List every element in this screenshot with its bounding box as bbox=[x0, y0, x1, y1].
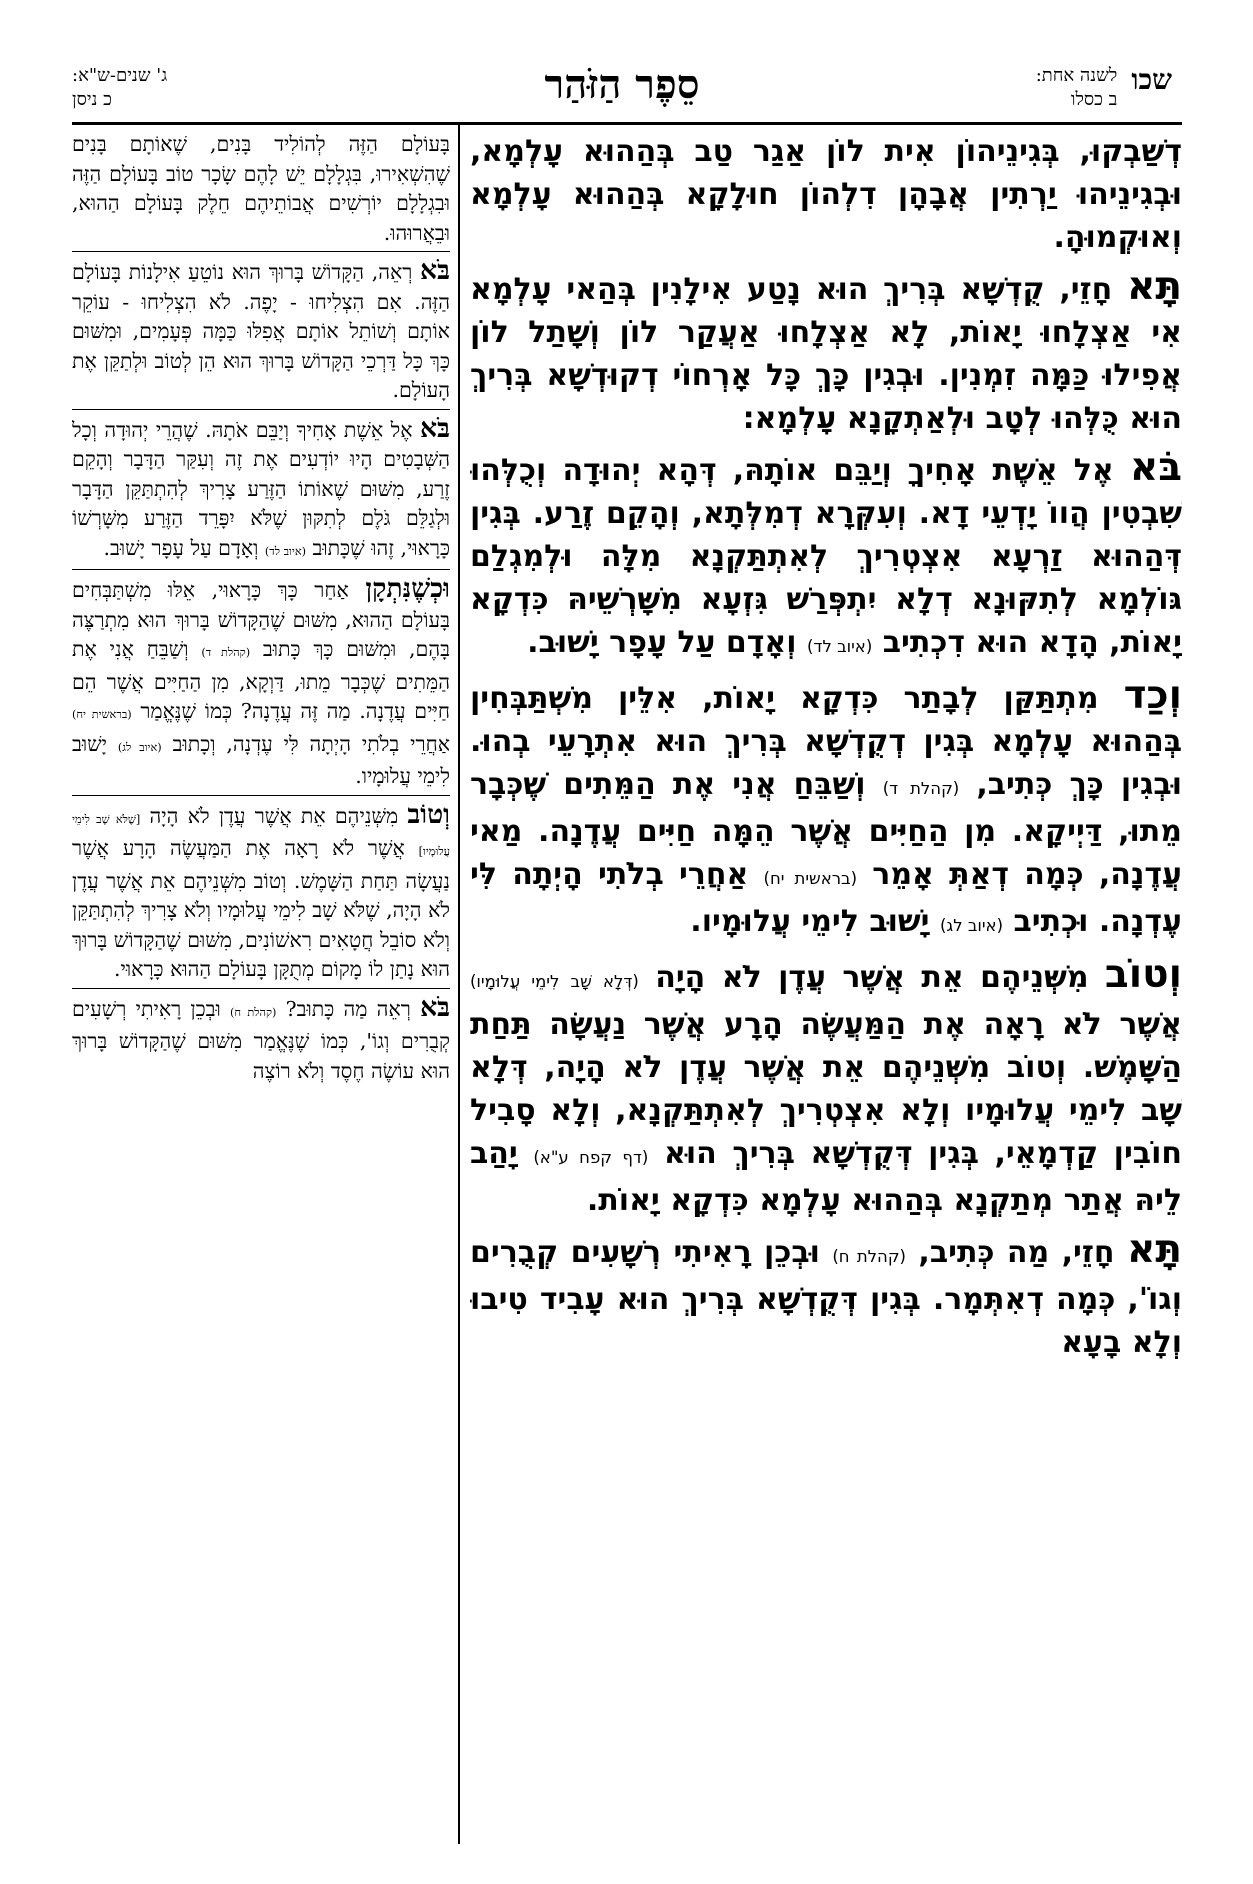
paragraph-text: דְשַׁבְקוּ, בְּגִינֵיהוֹן אִית לוֹן אַגַר טַב בְּהַהוּא עָלְמָא, וּבְגִינֵיהוּ יַרְתִין אֲבָהָן דִלְהוֹן חוּלָקָא בְּהַהוּא עָלְמָא וְאוּקְמוּהָ. bbox=[470, 134, 1182, 255]
paragraph-lead-word: וְטוֹב bbox=[1104, 952, 1182, 997]
paragraph-text: מִשְּׁנֵיהֶם אֵת אֲשֶׁר עֲדֶן לֹא הָיָה bbox=[140, 803, 408, 828]
paragraph-lead-word: וְטוֹב bbox=[407, 798, 450, 830]
scripture-reference: (איוב לג) bbox=[939, 916, 1004, 935]
paragraph-text: אַחֲרֵי בְלֹתִי הָיְתָה לִּי עֶדְנָה. וּכְתִיב bbox=[470, 857, 1182, 939]
aramaic-paragraph bbox=[470, 953, 1182, 1222]
paragraph-text: אַחֲרֵי בְלֹתִי הָיְתָה לִּי עֶדְנָה, וְכָתוּב bbox=[161, 731, 450, 756]
paragraph-text: וְאָדָם עַל עָפָר יָשׁוּב. bbox=[527, 625, 807, 660]
paragraph-text: יָשׁוּב לִימֵי עֲלוּמָיו. bbox=[690, 904, 940, 939]
paragraph-text: וְאָדָם עַל עָפָר יָשׁוּב. bbox=[103, 535, 265, 560]
paragraph-text: וְשַׁבֵּחַ אֲנִי אֶת הַמֵּתִים שֶׁכְּבָר מֵתוּ, דַּוְקָא, מִן הַחַיִּים אֲשֶׁר הֵם חַיִּים עֲדֶנָה. מַה זֶּה עֲדֶנָה? כְּמוֹ שֶׁנֶּאֱמַר bbox=[72, 637, 450, 723]
scripture-reference: (דף קפח ע"א) bbox=[533, 1148, 649, 1167]
paragraph-lead-word: בֹּא bbox=[1129, 445, 1182, 490]
scripture-reference: (איוב לד) bbox=[807, 637, 873, 656]
scripture-reference: (איוב לד) bbox=[264, 544, 306, 558]
paragraph-lead-word: בֹּא bbox=[420, 255, 450, 286]
paragraph-lead-word: תָּא bbox=[1126, 1227, 1182, 1272]
page-header bbox=[72, 60, 1172, 118]
page-number: שכו bbox=[1131, 63, 1172, 96]
translation-paragraph bbox=[72, 993, 450, 1090]
translation-paragraph bbox=[72, 574, 450, 796]
scripture-reference: (קהלת ד) bbox=[201, 646, 251, 659]
paragraph-lead-word: בֹּא bbox=[420, 412, 450, 444]
schedule-three-years bbox=[72, 64, 167, 112]
aramaic-paragraph bbox=[470, 130, 1182, 259]
scripture-reference: (קהלת ד) bbox=[882, 779, 960, 798]
paragraph-text: אֲשֶׁר לֹא רָאָה אֶת הַמַּעֲשֶׂה הָרָע אֲשֶׁר נַעֲשָׂה תַּחַת הַשָּׁמֶשׁ. וְטוֹב מִשְּׁנֵיהֶם אֵת אֲשֶׁר עֲדֶן לֹא הָיָה, שֶׁלֹּא שָׁב לִימֵי עֲלוּמָיו וְלֹא צָרִיךְ לְהִתְתַּקֵּן וְלֹא סוֹבֵל חֲטָאִים רִאשׁוֹנִים, מִשּׁוּם שֶׁהַקָּדוֹשׁ בָּרוּךְ הוּא נָתַן לוֹ מָקוֹם מְתֻקָּן בָּעוֹלָם הַהוּא כָּרָאוּי. bbox=[72, 836, 450, 981]
paragraph-text: מִתְתַּקַּן לְבָתַר כִּדְקָא יָאוֹת, אִלֵּין מִשְׁתַּבְּחִין בְּהַהוּא עָלְמָא בְּגִין דְקֻדְשָׁא בְּרִיךְ הוּא אִתְרָעֵי בְהוּ. וּבְגִין כָּךְ כְּתִיב, bbox=[470, 681, 1182, 802]
scripture-reference: (קהלת ח) bbox=[230, 1005, 277, 1019]
paragraph-text: רְאֵה מַה כָּתוּב? bbox=[276, 996, 421, 1021]
aramaic-paragraph bbox=[470, 674, 1182, 947]
paragraph-text: יָשׁוּב לִימֵי עֲלוּמָיו. bbox=[72, 731, 450, 788]
alt-schedule-line-1: ג' שנים-ש"א: bbox=[72, 65, 168, 86]
aramaic-paragraph bbox=[470, 1228, 1182, 1364]
paragraph-text: אֶל אֵשֶׁת אָחִיךָ וְיַבֵּם אֹתָהּ. שֶׁהֲרֵי יְהוּדָה וְכָל הַשְּׁבָטִים הָיוּ יוֹדְעִים אֶת זֶה וְעִקַּר הַדָּבָר וְהָקֵם זֶרַע, מִשּׁוּם שֶׁאוֹתוֹ הַזֶּרַע צָרִיךְ לְהִתְתַּקֵּן הַדָּבָר וּלְגַלֵּם גֹּלֶם לְתִקּוּן שֶׁלֹּא יִפָּרֵד הַזֶּרַע מִשָּׁרְשׁוֹ כָּרָאוּי, זֶהוּ שֶׁכָּתוּב bbox=[72, 417, 450, 560]
schedule-line-1: לשנה אחת: bbox=[1035, 65, 1118, 86]
book-title: סֵפֶר הַזֹּהַר bbox=[544, 61, 700, 108]
paragraph-text: אֲשֶׁר לֹא רָאָה אֶת הַמַּעֲשֶׂה הָרָע אֲשֶׁר נַעֲשָׂה תַּחַת הַשָּׁמֶשׁ. וְטוֹב מִשְּׁנֵיהֶם אֵת אֲשֶׁר עֲדֶן לֹא הָיָה, דְּלָא שָׁב לִימֵי עֲלוּמָיו וְלָא אִצְטְרִיךְ לְאִתְתַּקְנָא, וְלָא סָבִיל חוֹבִין קַדְמָאֵי, בְּגִין דְּקֻדְשָׁא בְּרִיךְ הוּא bbox=[470, 1007, 1182, 1171]
paragraph-text: מִשְּׁנֵיהֶם אֵת אֲשֶׁר עֲדֶן לֹא הָיָה bbox=[638, 960, 1105, 995]
paragraph-text: וּבְכֵן רָאִיתִי רְשָׁעִים קְבֻרִים וְגוֹ', כְּמָה דְאִתְּמָר. בְּגִין דְּקֻדְשָׁא בְּרִיךְ הוּא עָבִיד טִיבוּ וְלָא בָעָא bbox=[470, 1235, 1182, 1360]
paragraph-text: רְאֵה, הַקָּדוֹשׁ בָּרוּךְ הוּא נוֹטֵעַ אִילָנוֹת בָּעוֹלָם הַזֶּה. אִם הִצְלִיחוּ - יָפֶה. לֹא הִצְלִיחוּ - עוֹקֵר אוֹתָם וְשׁוֹתֵל אוֹתָם אֲפִלּוּ כַּמָּה פְּעָמִים, וּמִשּׁוּם כָּךְ כָּל דַּרְכֵי הַקָּדוֹשׁ בָּרוּךְ הוּא הֵן לְטוֹב וּלְתַקֵּן אֶת הָעוֹלָם. bbox=[72, 260, 450, 402]
paragraph-text: אַחַר כָּךְ כָּרָאוּי, אֵלּוּ מִשְׁתַּבְּחִים בָּעוֹלָם הַהוּא, מִשּׁוּם שֶׁהַקָּדוֹשׁ בָּרוּךְ הוּא מִתְרַצֶּה בָּהֶם, וּמִשּׁוּם כָּךְ כָּתוּב bbox=[72, 578, 450, 661]
paragraph-lead-word: וְכַד bbox=[1123, 673, 1182, 718]
translation-column bbox=[72, 130, 450, 1850]
scripture-reference: (קהלת ח) bbox=[832, 1247, 906, 1266]
scripture-reference: (בראשית יח) bbox=[763, 869, 858, 888]
paragraph-text: וּבְכֵן רָאִיתִי רְשָׁעִים קְבֻרִים וְגוֹ', כְּמוֹ שֶׁנֶּאֱמַר מִשּׁוּם שֶׁהַקָּדוֹשׁ בָּרוּךְ הוּא עוֹשֶׂה חֶסֶד וְלֹא רוֹצֶה bbox=[72, 996, 450, 1083]
aramaic-paragraph bbox=[470, 446, 1182, 668]
paragraph-text: אֶל אֵשֶׁת אָחִיךָ וְיַבֵּם אוֹתָהּ, דְּהָא יְהוּדָה וְכֻלְּהוּ שִׁבְטִין הֲווֹ יָדְעֵי דָא. וְעִקְּרָא דְמִלְּתָא, וְהָקֵם זֶרַע. בְּגִין דְּהַהוּא זַרְעָא אִצְטְרִיךְ לְאִתְתַּקְנָא מִלָּה וּלְמִגְלַם גּוֹלְמָא לְתִקּוּנָא דְלָא יִתְפְּרַשׁ גִּזְעָא מִשָּׁרְשֵׁיהּ כִּדְקָא יָאוֹת, הָדָא הוּא דִכְתִיב bbox=[470, 453, 1182, 660]
scripture-reference: (דְּלָא שָׁב לִימֵי עֲלוּמָיו) bbox=[470, 972, 639, 991]
aramaic-column bbox=[470, 130, 1182, 1850]
header-rule bbox=[72, 122, 1182, 125]
translation-paragraph bbox=[72, 800, 450, 989]
scripture-reference: (איוב לג) bbox=[117, 740, 162, 754]
paragraph-text: בָּעוֹלָם הַזֶּה לְהוֹלִיד בָּנִים, שֶׁאוֹתָם בָּנִים שֶׁהִשְׁאִירוּ, בִּגְלָלָם יֵשׁ לָהֶם שָׂכָר טוֹב בָּעוֹלָם הַזֶּה וּבִגְלָלָם יוֹרְשִׁים אֲבוֹתֵיהֶם חֵלֶק בָּעוֹלָם הַהוּא, וּבֵאֲרוּהוּ. bbox=[72, 132, 450, 245]
paragraph-text: חָזֵי, מַה כְּתִיב, bbox=[905, 1235, 1127, 1270]
column-divider bbox=[458, 124, 460, 1844]
paragraph-text: חָזֵי, קֻדְשָׁא בְּרִיךְ הוּא נָטַע אִילָנִין בְּהַאי עָלְמָא אִי אַצְלָחוּ יָאוֹת, לָא אַצְלָחוּ אַעֲקַר לוֹן וְשָׁתַל לוֹן אֲפִילוּ כַּמָּה זִמְנִין. וּבְגִין כָּךְ כָּל אָרְחוֹי דְקוּדְשָׁא בְּרִיךְ הוּא כֻּלְּהוּ לְטָב וּלְאַתְקָנָא עָלְמָא: bbox=[470, 272, 1182, 436]
translation-paragraph bbox=[72, 414, 450, 571]
paragraph-lead-word: וּכְשֶׁנִּתְקָן bbox=[365, 573, 450, 604]
schedule-line-2: ב כסלו bbox=[1070, 89, 1118, 110]
translation-paragraph bbox=[72, 256, 450, 410]
paragraph-text: וְשַׁבֵּחַ אֲנִי אֶת הַמֵּתִים שֶׁכְּבָר מֵתוּ, דַּיְיקָא. מִן הַחַיִּים אֲשֶׁר הֵמָּה חַיִּים עֲדֶנָה. מַאי עֲדֶנָה, כְּמָה דְאַתְּ אָמֵר bbox=[470, 767, 1182, 892]
scripture-reference: [שֶׁלֹּא שָׁב לִימֵי עֲלוּמָיו] bbox=[72, 812, 450, 858]
alt-schedule-line-2: כ ניסן bbox=[72, 89, 112, 110]
paragraph-text: יָהַב לֵיהּ אֲתַר מְתַקְנָא בְּהַהוּא עָלְמָא כִּדְקָא יָאוֹת. bbox=[470, 1136, 1182, 1218]
translation-paragraph bbox=[72, 130, 450, 252]
paragraph-lead-word: בֹּא bbox=[420, 991, 450, 1023]
aramaic-paragraph bbox=[470, 265, 1182, 440]
paragraph-lead-word: תָּא bbox=[1126, 264, 1182, 309]
scripture-reference: (בראשית יח) bbox=[72, 708, 132, 721]
